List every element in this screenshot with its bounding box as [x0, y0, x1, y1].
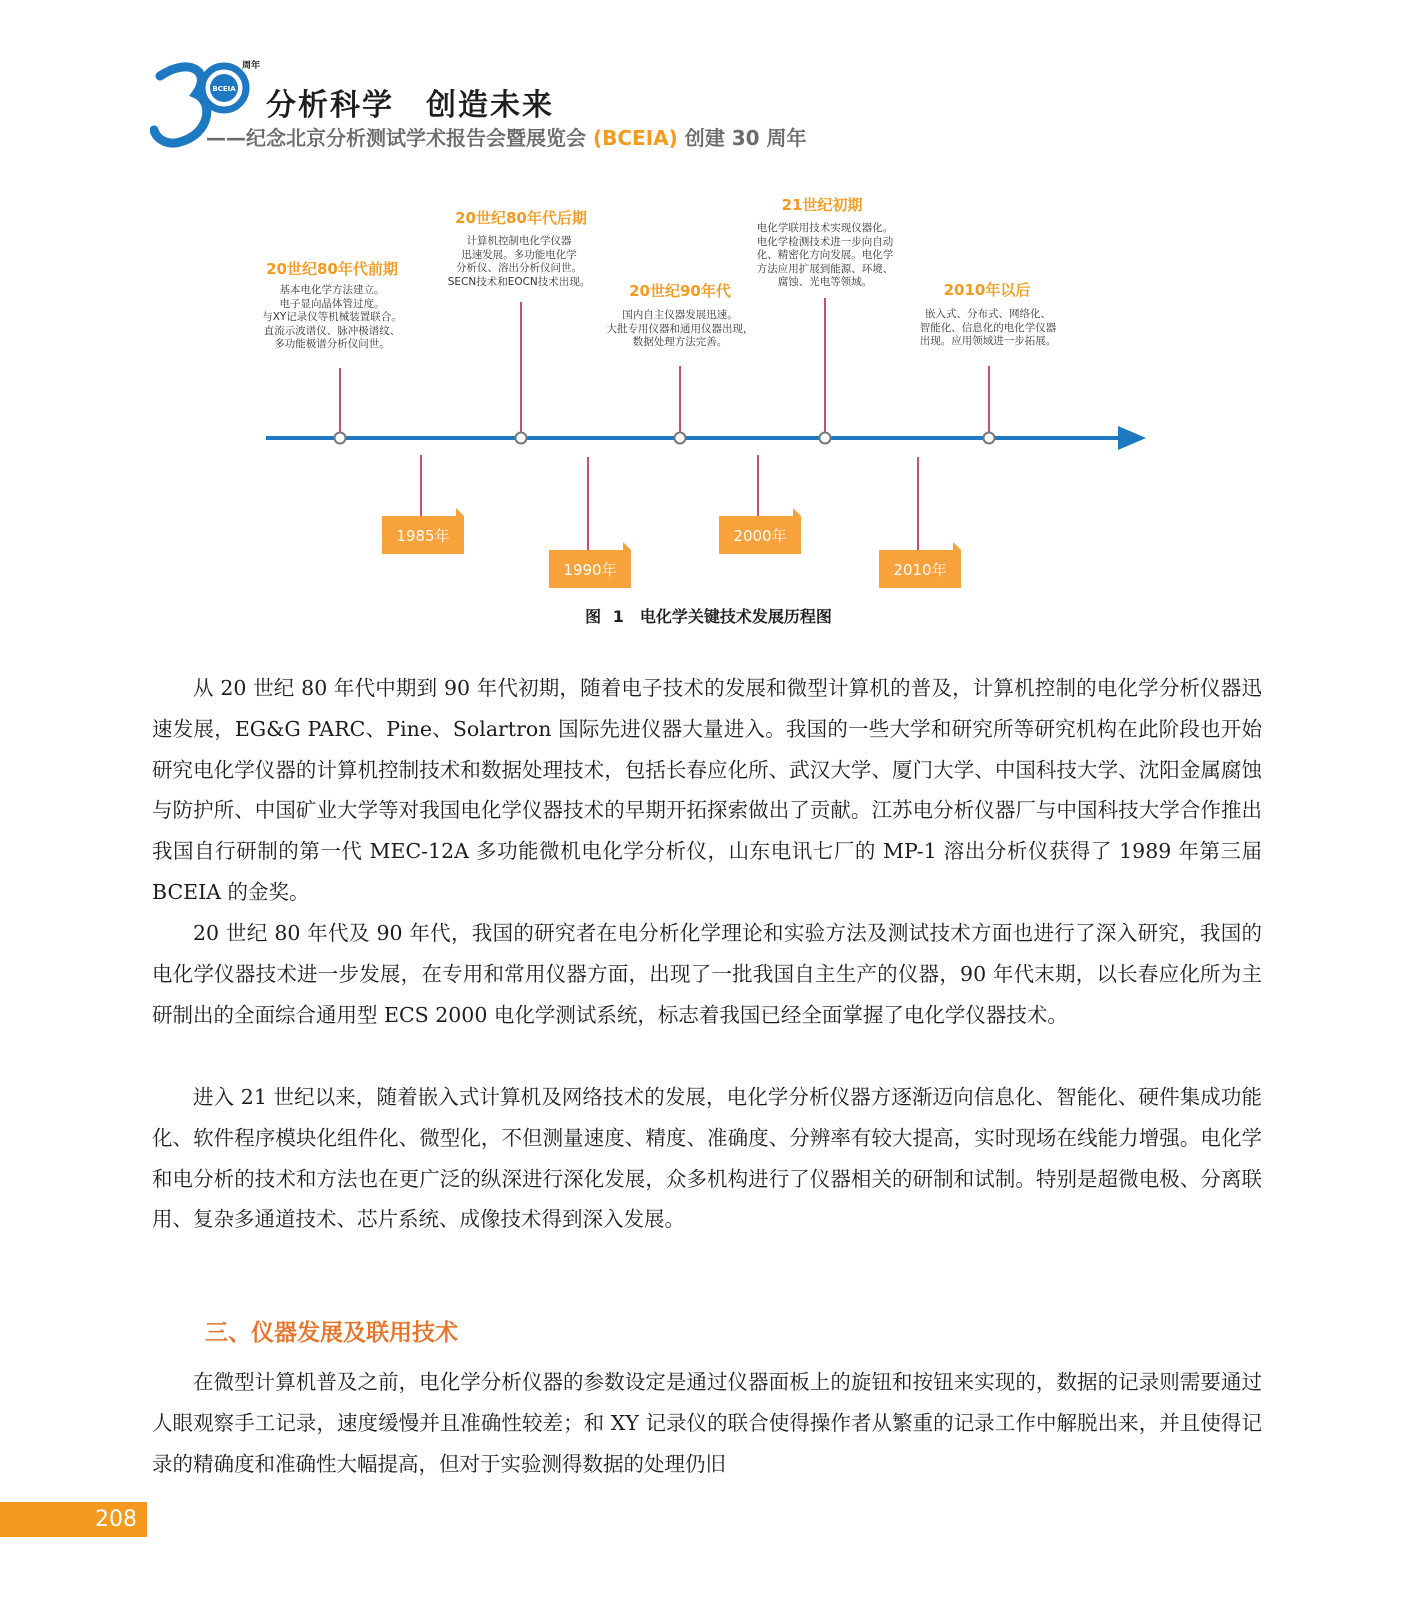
- era-description: 基本电化学方法建立。 电子显向晶体管过度。 与XY记录仪等机械装置联合。 直流示波谱仪、脉冲极谱纹、 多功能极谱分析仪问世。: [262, 284, 402, 350]
- section-heading: 三、仪器发展及联用技术: [205, 1320, 458, 1346]
- year-tag: 2000年: [719, 516, 801, 554]
- era-heading: 20世纪80年代后期: [455, 209, 587, 227]
- timeline-node: [516, 433, 527, 444]
- era-heading: 20世纪80年代前期: [266, 260, 398, 278]
- body-paragraph: 进入 21 世纪以来，随着嵌入式计算机及网络技术的发展，电化学分析仪器方逐渐迈向信息化、智能化、硬件集成功能化、软件程序模块化组件化、微型化，不但测量速度、精度、准确度、分辨率有较大提高，实时现场在线能力增强。电化学和电分析的技术和方法也在更广泛的纵深进行深化发展，众多机构进行了仪器相关的研制和试制。特别是超微电极、分离联用、复杂多通道技术、芯片系统、成像技术得到深入发展。: [152, 1085, 1262, 1232]
- year-tag: 1985年: [382, 516, 464, 554]
- body-paragraph: 20 世纪 80 年代及 90 年代，我国的研究者在电分析化学理论和实验方法及测试技术方面也进行了深入研究，我国的电化学仪器技术进一步发展，在专用和常用仪器方面，出现了一批我国自主生产的仪器，90 年代末期，以长春应化所为主研制出的全面综合通用型 ECS 2000 电化学测试系统，标志着我国已经全面掌握了电化学仪器技术。: [152, 921, 1262, 1027]
- page-number: 208: [95, 1507, 137, 1532]
- year-tag: 2010年: [879, 550, 961, 588]
- timeline-arrowhead: [1118, 426, 1146, 450]
- era-heading: 20世纪90年代: [629, 282, 731, 300]
- body-paragraph: 在微型计算机普及之前，电化学分析仪器的参数设定是通过仪器面板上的旋钮和按钮来实现的，数据的记录则需要通过人眼观察手工记录，速度缓慢并且准确性较差；和 XY 记录仪的联合使得操作者从繁重的记录工作中解脱出来，并且使得记录的精确度和准确性大幅提高，但对于实验测得数据的处理仍旧: [152, 1370, 1262, 1476]
- timeline-node: [335, 433, 346, 444]
- era-description: 嵌入式、分布式、网络化、 智能化、信息化的电化学仪器 出现。应用领域进一步拓展。: [919, 308, 1057, 347]
- year-tag: 1990年: [549, 550, 631, 588]
- era-description: 计算机控制电化学仪器 迅速发展。多功能电化学 分析仪、溶出分析仪问世。 SECN技术和EOCN技术出现。: [447, 235, 591, 288]
- body-paragraph: 从 20 世纪 80 年代中期到 90 年代初期，随着电子技术的发展和微型计算机的普及，计算机控制的电化学分析仪器迅速发展，EG&G PARC、Pine、Solartron 国际先进仪器大量进入。我国的一些大学和研究所等研究机构在此阶段也开始研究电化学仪器的计算机控制技术和数据处理技术，包括长春应化所、武汉大学、厦门大学、中国科技大学、沈阳金属腐蚀与防护所、中国矿业大学等对我国电化学仪器技术的早期开拓探索做出了贡献。江苏电分析仪器厂与中国科技大学合作推出我国自行研制的第一代 MEC-12A 多功能微机电化学分析仪，山东电讯七厂的 MP-1 溶出分析仪获得了 1989 年第三届 BCEIA 的金奖。: [152, 676, 1262, 904]
- era-description: 国内自主仪器发展迅速。 大批专用仪器和通用仪器出现， 数据处理方法完善。: [606, 309, 754, 348]
- timeline-node: [820, 433, 831, 444]
- timeline-node: [984, 433, 995, 444]
- page-title: 分析科学 创造未来: [266, 88, 554, 123]
- logo-number: 30: [164, 115, 172, 122]
- logo-suffix: 周年: [242, 61, 260, 71]
- logo-badge-text: BCEIA: [212, 85, 236, 93]
- timeline-node: [675, 433, 686, 444]
- era-heading: 21世纪初期: [781, 196, 863, 214]
- figure-caption: 图 1 电化学关键技术发展历程图: [585, 607, 832, 626]
- page-subtitle: ——纪念北京分析测试学术报告会暨展览会 (BCEIA) 创建 30 周年: [206, 126, 807, 150]
- era-heading: 2010年以后: [943, 281, 1031, 299]
- era-description: 电化学联用技术实现仪器化。 电化学检测技术进一步向自动 化、精密化方向发展。电化学 方法应用扩展到能源、环境、 腐蚀、光电等领域。: [756, 222, 894, 288]
